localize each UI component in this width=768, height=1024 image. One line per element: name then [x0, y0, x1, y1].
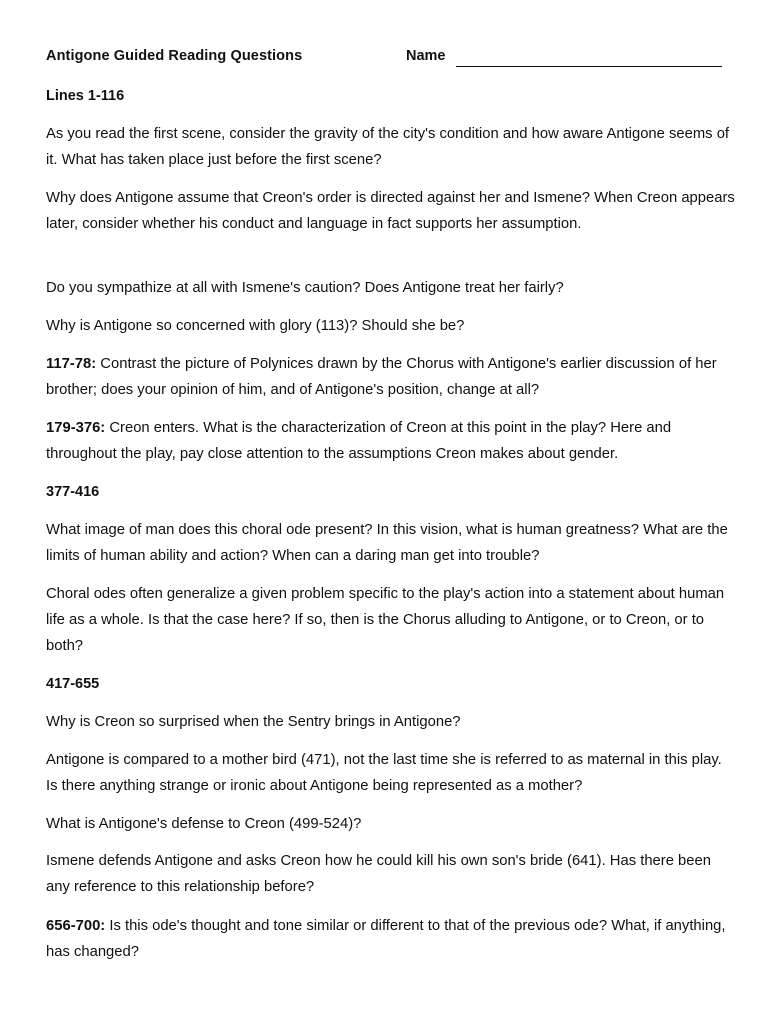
- question-11: What is Antigone's defense to Creon (499-524)?: [46, 816, 362, 832]
- line-reference: 117-78:: [46, 356, 97, 372]
- question-text: Creon enters. What is the characterization of Creon at this point in the play? Here and throughout the play, pay close attention to the assumptions Creon makes about gender.: [46, 420, 672, 462]
- question-9: Why is Creon so surprised when the Sentry brings in Antigone?: [46, 714, 461, 730]
- question-6: [46, 415, 736, 467]
- name-label: Name: [406, 48, 446, 64]
- question-text: Is this ode's thought and tone similar or different to that of the previous ode? What, if anything, has changed?: [46, 918, 726, 960]
- line-reference: 179-376:: [46, 420, 106, 436]
- question-text: Contrast the picture of Polynices drawn by the Chorus with Antigone's earlier discussion of her brother; does your opinion of him, and of Antigone's position, change at all?: [46, 356, 717, 398]
- question-5: [46, 351, 736, 403]
- question-10: Antigone is compared to a mother bird (471), not the last time she is referred to as maternal in this play. Is there anything strange or ironic about Antigone being represented as a mother?: [46, 752, 722, 794]
- document-title: Antigone Guided Reading Questions: [46, 48, 303, 64]
- section-heading-lines-1-116: Lines 1-116: [46, 88, 125, 104]
- section-heading-377-416: 377-416: [46, 484, 100, 500]
- section-heading-417-655: 417-655: [46, 676, 100, 692]
- line-reference: 656-700:: [46, 918, 106, 934]
- question-7: What image of man does this choral ode present? In this vision, what is human greatness? What are the limits of human ability and action? When can a daring man get into trouble?: [46, 522, 728, 564]
- question-12: Ismene defends Antigone and asks Creon how he could kill his own son's bride (641). Has there been any reference to this relationship before?: [46, 853, 711, 895]
- question-8: Choral odes often generalize a given problem specific to the play's action into a statement about human life as a whole. Is that the case here? If so, then is the Chorus alluding to Antigone, or to Creon, or to both?: [46, 586, 725, 654]
- name-blank-line: [456, 66, 722, 67]
- question-4: Why is Antigone so concerned with glory (113)? Should she be?: [46, 318, 465, 334]
- question-3: Do you sympathize at all with Ismene's caution? Does Antigone treat her fairly?: [46, 280, 564, 296]
- question-2: Why does Antigone assume that Creon's order is directed against her and Ismene? When Creon appears later, consider whether his conduct and language in fact supports her assumption.: [46, 190, 735, 232]
- question-13: [46, 913, 736, 965]
- question-1: As you read the first scene, consider the gravity of the city's condition and how aware Antigone seems of it. What has taken place just before the first scene?: [46, 126, 730, 168]
